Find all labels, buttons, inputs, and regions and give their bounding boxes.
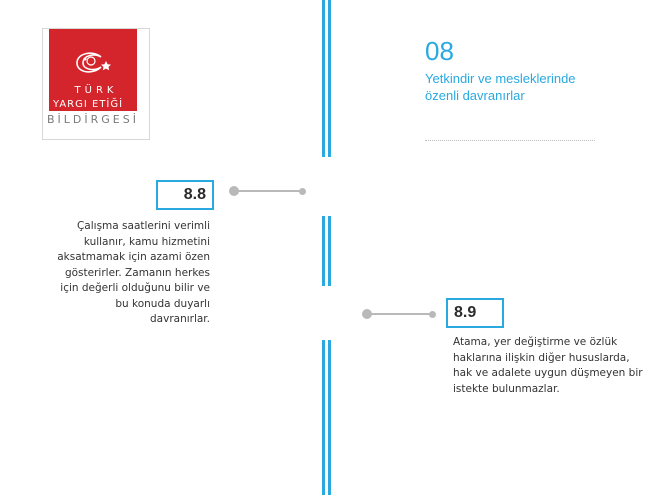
- logo-text-yargi-etigi: YARGI ETİĞİ: [53, 99, 124, 110]
- logo: [42, 28, 150, 140]
- logo-text-bildirgesi: BİLDİRGESİ: [47, 113, 139, 126]
- section-title: Yetkindir ve mesleklerinde özenli davranırlar: [425, 71, 576, 103]
- section-number: 08: [425, 36, 454, 66]
- connector-dot-end: [299, 188, 306, 195]
- timeline-line-left-mid: [322, 216, 325, 286]
- connector-line: [236, 190, 302, 192]
- logo-text-turk: TÜRK: [74, 85, 118, 96]
- item-text: Atama, yer değiştirme ve özlük haklarına ilişkin diğer hususlarda, hak ve adalete uygun düşmeyen bir istekte bulunmazlar.: [453, 336, 643, 395]
- timeline-line-right-mid: [328, 216, 331, 286]
- item-number: 8.8: [183, 186, 206, 203]
- timeline-line-right-bottom: [328, 340, 331, 495]
- item-number-box: [446, 298, 504, 328]
- timeline-line-left-top: [322, 0, 325, 157]
- item-text: Çalışma saatlerini verimli kullanır, kamu hizmetini aksatmamak için azami özen gösterirler. Zamanın herkes için değerli olduğunu bilir ve bu konuda duyarlı davranırlar.: [57, 220, 210, 325]
- item-number: 8.9: [454, 304, 477, 321]
- item-number-box: [156, 180, 214, 210]
- crescent-star-emblem-icon: [71, 47, 115, 77]
- timeline-line-left-bottom: [322, 340, 325, 495]
- connector-line: [369, 313, 431, 315]
- header-divider: [425, 140, 595, 141]
- connector-dot-end: [429, 311, 436, 318]
- timeline-line-right-top: [328, 0, 331, 157]
- logo-red-panel: [49, 29, 137, 111]
